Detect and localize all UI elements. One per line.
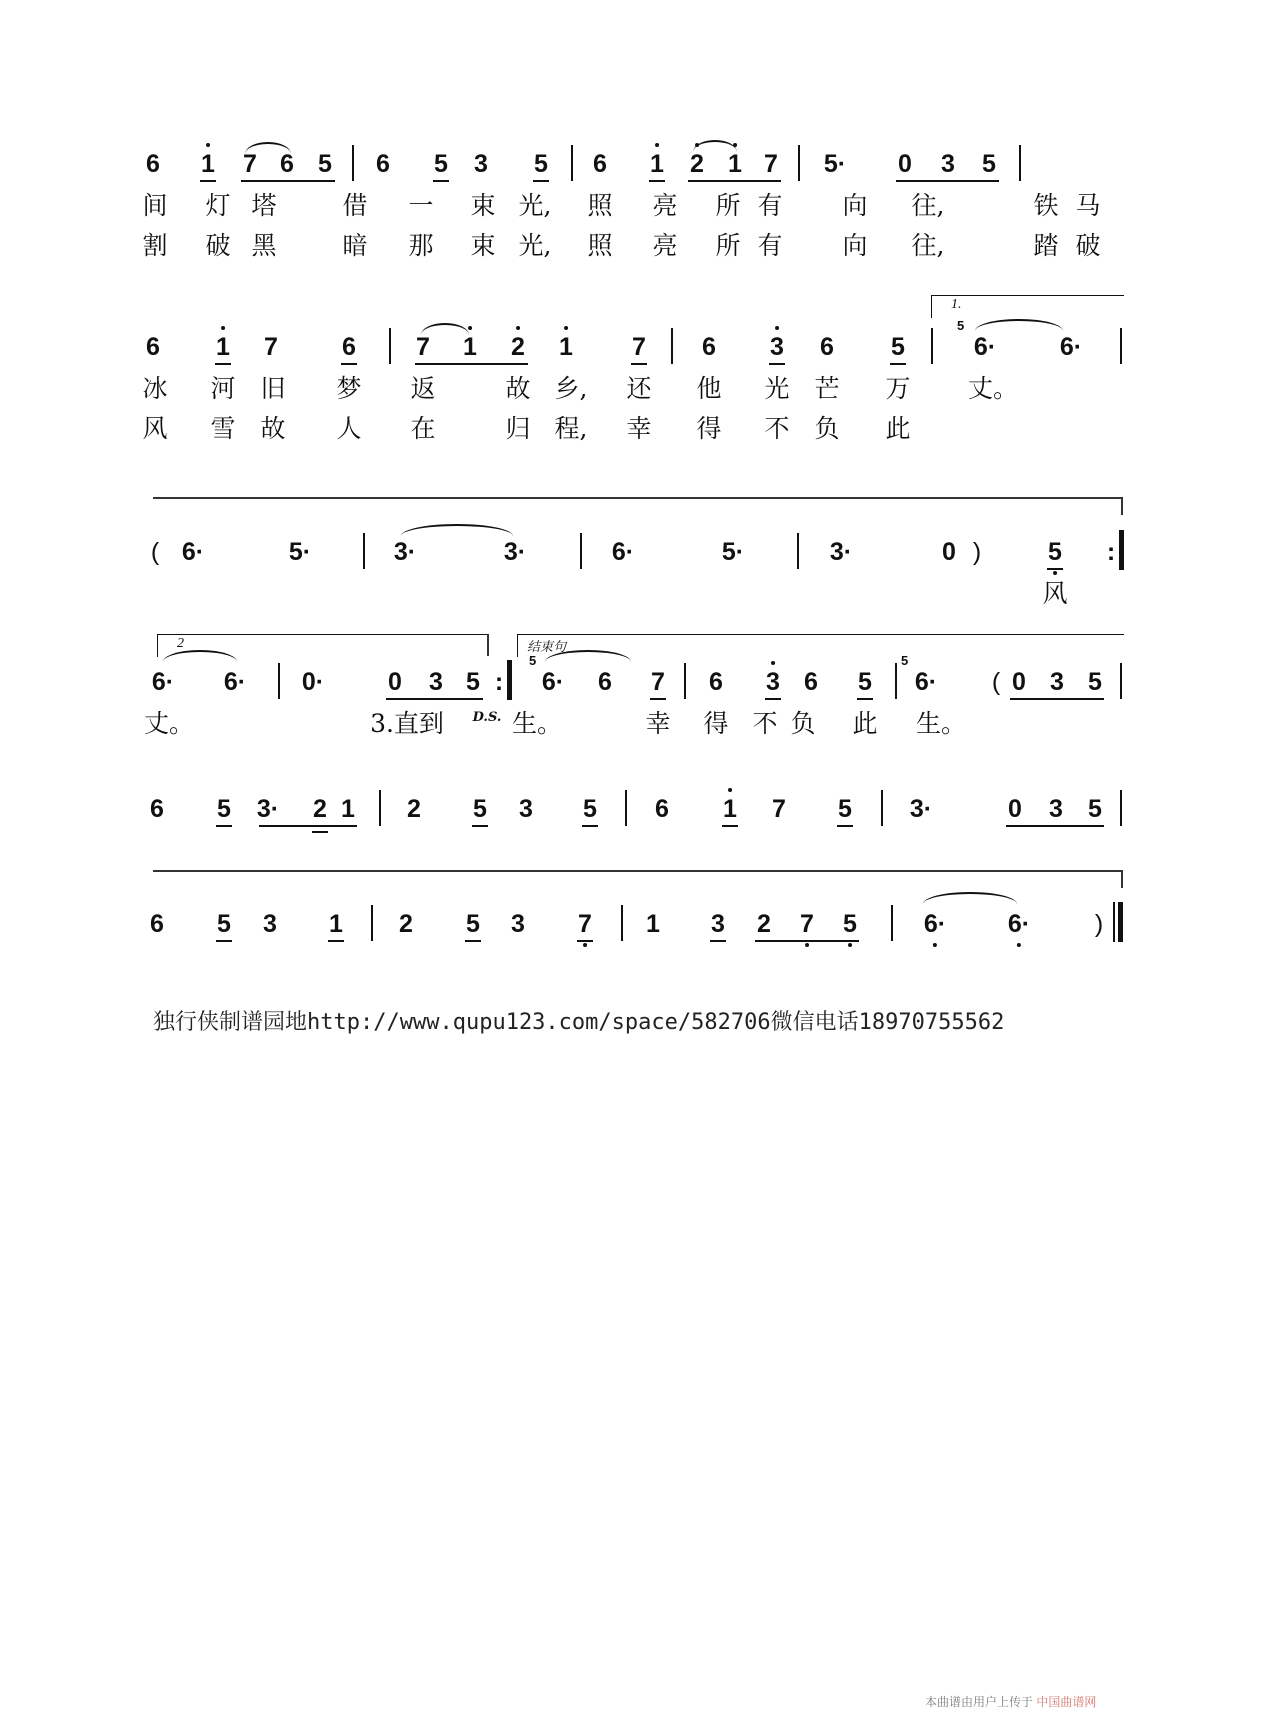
lyric: 生。 — [511, 709, 563, 738]
lyric: 乡, — [554, 374, 588, 403]
lyric: 有 — [757, 191, 783, 220]
ending-label: 结束句 — [527, 639, 567, 654]
note: 5 — [466, 668, 480, 696]
note: 3· — [503, 538, 527, 566]
lyric: 光 — [764, 374, 790, 403]
underline — [1006, 825, 1104, 827]
footer-credit — [153, 1005, 1004, 1036]
note: 3 — [511, 910, 525, 938]
close-paren: ) — [1094, 910, 1104, 938]
barline — [625, 790, 627, 826]
barline — [891, 905, 893, 941]
note: 1 — [463, 333, 477, 361]
lyric: 得 — [703, 709, 729, 738]
lyric: 不 — [764, 414, 790, 443]
lyric: 割 — [142, 231, 168, 260]
underline — [312, 831, 328, 833]
note: 3· — [393, 538, 417, 566]
grace-note: 5 — [957, 318, 965, 333]
lyric: 梦 — [336, 374, 362, 403]
lyric: 程, — [554, 414, 588, 443]
system-rule — [153, 497, 1123, 499]
repeat-dots: : — [1106, 538, 1116, 566]
underline — [649, 180, 665, 182]
note: 6· — [541, 668, 565, 696]
underline — [890, 363, 906, 365]
lyric: 返 — [410, 374, 436, 403]
lyric: 冰 — [142, 374, 168, 403]
note: 3 — [429, 668, 443, 696]
watermark-text: 本曲谱由用户上传于 — [925, 1695, 1034, 1709]
repeat-barline — [507, 660, 512, 700]
barline — [1120, 790, 1122, 826]
note: 3 — [770, 333, 784, 361]
note: 3 — [1050, 668, 1064, 696]
slur — [401, 524, 513, 536]
note: 6 — [702, 333, 716, 361]
lyric: 照 — [587, 231, 613, 260]
lyric: 得 — [696, 414, 722, 443]
note: 6· — [914, 668, 938, 696]
note: 7 — [264, 333, 278, 361]
barline — [352, 145, 354, 181]
note: 1 — [201, 150, 215, 178]
note: 5 — [843, 910, 857, 938]
note: 6 — [150, 910, 164, 938]
note: 5 — [1088, 795, 1102, 823]
lyric: 故 — [505, 374, 531, 403]
lyric: 幸 — [645, 709, 671, 738]
barline — [571, 145, 573, 181]
note: 1 — [216, 333, 230, 361]
note: 2 — [757, 910, 771, 938]
note: 7 — [632, 333, 646, 361]
lyric: 有 — [757, 231, 783, 260]
lyric: 破 — [205, 231, 231, 260]
lyric: 归 — [505, 414, 531, 443]
lyric: 芒 — [814, 374, 840, 403]
underline — [433, 180, 449, 182]
barline — [798, 145, 800, 181]
note: 6 — [342, 333, 356, 361]
note: 6 — [593, 150, 607, 178]
underline — [710, 940, 726, 942]
note: 5 — [891, 333, 905, 361]
lyric: 间 — [142, 191, 168, 220]
lyric: 亮 — [652, 231, 678, 260]
lyric: 照 — [587, 191, 613, 220]
barline — [895, 663, 897, 699]
lyric: 光, — [518, 231, 552, 260]
note: 3 — [711, 910, 725, 938]
underline — [650, 698, 666, 700]
note: 5· — [288, 538, 312, 566]
system-1 — [142, 150, 1123, 270]
note: 6 — [709, 668, 723, 696]
note: 5 — [583, 795, 597, 823]
underline — [216, 940, 232, 942]
open-paren: ( — [150, 538, 160, 566]
barline — [363, 533, 365, 569]
lyric: 暗 — [342, 231, 368, 260]
barline — [797, 533, 799, 569]
lyric: 所 — [715, 231, 741, 260]
note: 6 — [655, 795, 669, 823]
barline — [621, 905, 623, 941]
note: 2 — [407, 795, 421, 823]
underline — [755, 940, 859, 942]
note: 3· — [829, 538, 853, 566]
underline — [857, 698, 873, 700]
barline — [379, 790, 381, 826]
lyric: 此 — [885, 414, 911, 443]
volta-end — [487, 634, 489, 656]
lyric: 生。 — [915, 709, 967, 738]
note: 5 — [1088, 668, 1102, 696]
underline — [215, 363, 231, 365]
note: 3· — [256, 795, 280, 823]
system-2 — [142, 297, 1123, 463]
lyric: 万 — [885, 374, 911, 403]
barline — [931, 328, 933, 364]
note: 6· — [923, 910, 947, 938]
lyric: 还 — [626, 374, 652, 403]
note: 0 — [1008, 795, 1022, 823]
pickup-note: 5 — [1048, 538, 1062, 566]
underline — [837, 825, 853, 827]
footer-prefix: 独行侠制谱园地 — [153, 1010, 308, 1035]
lyric: 踏 — [1033, 231, 1059, 260]
note: 3 — [1049, 795, 1063, 823]
lyric: 风 — [142, 414, 168, 443]
lyric: 破 — [1075, 231, 1101, 260]
note: 6· — [1007, 910, 1031, 938]
grace-note: 5 — [529, 653, 537, 668]
lyric: 黑 — [251, 231, 277, 260]
lyric: 向 — [842, 191, 868, 220]
lyric: 不 — [752, 709, 778, 738]
underline — [896, 180, 999, 182]
footer-phone: 18970755562 — [858, 1010, 1005, 1035]
note: 7 — [416, 333, 430, 361]
underline — [415, 363, 528, 365]
note: 6· — [151, 668, 175, 696]
note: 5· — [721, 538, 745, 566]
barline — [278, 663, 280, 699]
system-rule-end — [1121, 870, 1123, 888]
note: 3 — [474, 150, 488, 178]
note: 5 — [434, 150, 448, 178]
lyric: 负 — [790, 709, 816, 738]
lyric: 旧 — [260, 374, 286, 403]
barline — [1019, 145, 1021, 181]
lyric: 风 — [1042, 579, 1068, 608]
lyric: 他 — [696, 374, 722, 403]
barline — [1120, 328, 1122, 364]
underline — [769, 363, 785, 365]
system-6 — [150, 910, 1123, 960]
note: 7 — [651, 668, 665, 696]
lyric: 一 — [408, 191, 434, 220]
underline — [582, 825, 598, 827]
close-paren: ) — [972, 538, 982, 566]
underline — [216, 825, 232, 827]
underline — [472, 825, 488, 827]
slur — [975, 319, 1063, 331]
note: 5 — [466, 910, 480, 938]
note: 7 — [772, 795, 786, 823]
note: 0 — [1012, 668, 1026, 696]
note: 5 — [858, 668, 872, 696]
lyric: 往, — [911, 191, 945, 220]
underline — [722, 825, 738, 827]
open-paren: ( — [991, 668, 1001, 696]
note: 1 — [723, 795, 737, 823]
note: 5 — [217, 795, 231, 823]
note: 1 — [646, 910, 660, 938]
note: 6· — [223, 668, 247, 696]
barline — [671, 328, 673, 364]
note: 1 — [329, 910, 343, 938]
note: 5 — [982, 150, 996, 178]
slur — [923, 892, 1017, 904]
note: 3 — [766, 668, 780, 696]
note: 2 — [399, 910, 413, 938]
note: 1 — [559, 333, 573, 361]
lyric: 灯 — [205, 191, 231, 220]
note: 5 — [838, 795, 852, 823]
lyric: 束 — [470, 191, 496, 220]
lyric: 借 — [342, 191, 368, 220]
note: 6 — [598, 668, 612, 696]
lyric: 负 — [814, 414, 840, 443]
system-4 — [143, 636, 1123, 758]
note: 7 — [243, 150, 257, 178]
volta-label: 2 — [177, 636, 184, 651]
note: 7 — [578, 910, 592, 938]
lyric: 人 — [336, 414, 362, 443]
repeat-dots: : — [494, 668, 504, 696]
underline — [577, 940, 593, 942]
note: 6 — [376, 150, 390, 178]
underline — [241, 180, 335, 182]
note: 5 — [534, 150, 548, 178]
lyric: 故 — [260, 414, 286, 443]
note: 2 — [511, 333, 525, 361]
note: 5 — [318, 150, 332, 178]
watermark — [925, 1693, 1096, 1710]
lyric: 在 — [410, 414, 436, 443]
note: 3 — [941, 150, 955, 178]
underline — [765, 698, 781, 700]
note: 1 — [341, 795, 355, 823]
lyric: 所 — [715, 191, 741, 220]
underline — [328, 940, 344, 942]
note: 6 — [146, 150, 160, 178]
note: 1 — [728, 150, 742, 178]
repeat-barline — [1119, 530, 1124, 570]
lyric: 雪 — [210, 414, 236, 443]
lyric: 丈。 — [143, 709, 195, 738]
note: 7 — [764, 150, 778, 178]
underline — [631, 363, 647, 365]
underline — [1010, 698, 1104, 700]
note: 5 — [473, 795, 487, 823]
system-5 — [150, 795, 1123, 845]
note: 6· — [181, 538, 205, 566]
lyric: 幸 — [626, 414, 652, 443]
note: 6 — [804, 668, 818, 696]
lyric: 那 — [408, 231, 434, 260]
note: 0 — [388, 668, 402, 696]
note: 6 — [146, 333, 160, 361]
underline — [259, 825, 357, 827]
ds-marking: D.S. — [472, 710, 502, 725]
underline — [1047, 568, 1063, 570]
note: 6· — [611, 538, 635, 566]
system-rule-end — [1121, 497, 1123, 515]
underline — [341, 363, 357, 365]
note: 5· — [823, 150, 847, 178]
note: 3 — [263, 910, 277, 938]
grace-note: 5 — [901, 653, 909, 668]
note: 0· — [301, 668, 325, 696]
barline — [371, 905, 373, 941]
lyric: 光, — [518, 191, 552, 220]
footer-contact-label: 微信电话 — [770, 1010, 859, 1035]
lyric: 此 — [852, 709, 878, 738]
note: 0 — [942, 538, 956, 566]
note: 6 — [280, 150, 294, 178]
lyric: 束 — [470, 231, 496, 260]
note: 6 — [150, 795, 164, 823]
underline — [200, 180, 216, 182]
lyric: 向 — [842, 231, 868, 260]
barline — [881, 790, 883, 826]
underline — [688, 180, 781, 182]
note: 3· — [909, 795, 933, 823]
lyric: 马 — [1075, 191, 1101, 220]
lyric: 丈。 — [967, 374, 1019, 403]
underline — [386, 698, 483, 700]
note: 2 — [690, 150, 704, 178]
lyric: 往, — [911, 231, 945, 260]
watermark-brand: 中国曲谱网 — [1036, 1695, 1097, 1709]
volta-label: 1. — [951, 297, 962, 312]
note: 3 — [519, 795, 533, 823]
lyric: 亮 — [652, 191, 678, 220]
system-rule — [153, 870, 1123, 872]
underline — [533, 180, 549, 182]
barline — [580, 533, 582, 569]
final-barline-thin — [1113, 902, 1115, 942]
footer-url[interactable]: http://www.qupu123.com/space/582706 — [307, 1010, 771, 1035]
note: 0 — [898, 150, 912, 178]
note: 5 — [217, 910, 231, 938]
note: 7 — [800, 910, 814, 938]
barline — [684, 663, 686, 699]
final-barline-thick — [1118, 902, 1123, 942]
underline — [465, 940, 481, 942]
lyric: 河 — [210, 374, 236, 403]
note: 6 — [820, 333, 834, 361]
note: 6· — [1059, 333, 1083, 361]
lyric: 3.直到 — [370, 709, 444, 738]
note: 6· — [973, 333, 997, 361]
note: 2 — [313, 795, 327, 823]
lyric: 铁 — [1033, 191, 1059, 220]
note: 1 — [650, 150, 664, 178]
system-3 — [150, 538, 1123, 608]
barline — [1120, 663, 1122, 699]
lyric: 塔 — [251, 191, 277, 220]
barline — [389, 328, 391, 364]
